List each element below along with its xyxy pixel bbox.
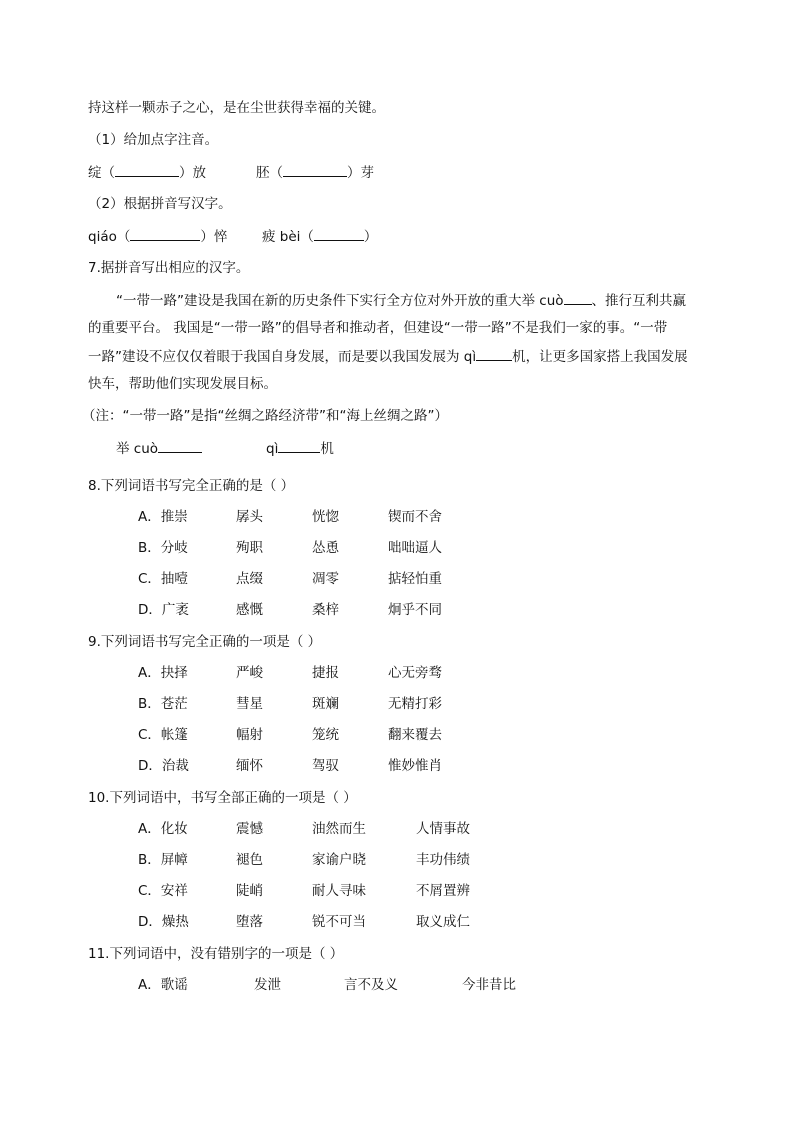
option-word: 咄咄逼人 (388, 540, 442, 556)
item-prefix: 胚（ (256, 165, 283, 181)
answer-blank[interactable] (283, 162, 347, 177)
paragraph-line (116, 290, 686, 311)
item-prefix: 绽（ (88, 165, 115, 181)
option-word: 缅怀 (236, 758, 263, 774)
option-label: D．治裁 (138, 758, 189, 774)
option-label: B．分岐 (138, 540, 188, 556)
option-word: 震憾 (236, 821, 263, 837)
option-word: 驾驭 (312, 758, 339, 774)
option-label: B．屏幛 (138, 852, 188, 868)
option-word: 丰功伟绩 (416, 852, 470, 868)
option-word: 无精打彩 (388, 696, 442, 712)
pinyin-item-2 (256, 162, 374, 183)
text-span: 举 cuò (116, 441, 159, 457)
paragraph-line: 快车，帮助他们实现发展目标。 (88, 376, 277, 392)
option-word: 发泄 (254, 977, 281, 993)
option-label: C．帐篷 (138, 727, 188, 743)
answer-blank[interactable] (115, 162, 179, 177)
answer-blank[interactable] (130, 226, 200, 241)
option-word: 点缀 (236, 571, 263, 587)
question-stem: 10.下列词语中，书写全部正确的一项是（ ） (88, 790, 357, 806)
option-label: A．化妆 (138, 821, 188, 837)
option-word: 惟妙惟肖 (388, 758, 442, 774)
option-word: 孱头 (236, 509, 263, 525)
note-line: （注：“一带一路”是指“丝绸之路经济带”和“海上丝绸之路”） (82, 408, 448, 424)
text-span: “一带一路”建设是我国在新的历史条件下实行全方位对外开放的重大举 cuò (116, 293, 564, 309)
item-suffix: ）放 (179, 165, 206, 181)
answer-blank[interactable] (278, 438, 320, 453)
option-word: 恍惚 (312, 509, 339, 525)
option-word: 今非昔比 (462, 977, 516, 993)
option-word: 桑梓 (312, 602, 339, 618)
option-word: 殉职 (236, 540, 263, 556)
option-word: 油然而生 (312, 821, 366, 837)
answer-blank[interactable] (564, 290, 592, 305)
option-word: 捷报 (312, 665, 339, 681)
option-label: D．广袤 (138, 602, 189, 618)
option-label: A．推崇 (138, 509, 188, 525)
option-word: 心无旁骛 (388, 665, 442, 681)
option-word: 不屑置辨 (416, 883, 470, 899)
text-span: qì (266, 441, 279, 457)
answer-blank[interactable] (314, 226, 364, 241)
option-word: 言不及义 (344, 977, 398, 993)
sub-question-1: （1）给加点字注音。 (88, 132, 219, 148)
option-word: 炯乎不同 (388, 602, 442, 618)
option-word: 锐不可当 (312, 914, 366, 930)
option-word: 凋零 (312, 571, 339, 587)
pinyin-item-1 (88, 162, 206, 183)
question-7-title: 7.据拼音写出相应的汉字。 (88, 260, 250, 276)
option-word: 取义成仁 (416, 914, 470, 930)
answer-blank[interactable] (158, 438, 202, 453)
item-prefix: qiáo（ (88, 229, 131, 245)
paragraph-line: 持这样一颗赤子之心，是在尘世获得幸福的关键。 (88, 100, 385, 116)
text-span: 一路”建设不应仅仅着眼于我国自身发展，而是要以我国发展为 qì (88, 349, 477, 365)
option-word: 人情事故 (416, 821, 470, 837)
option-word: 陡峭 (236, 883, 263, 899)
hanzi-item-2 (262, 226, 377, 247)
option-label: D．燥热 (138, 914, 189, 930)
question-stem: 11.下列词语中，没有错别字的一项是（ ） (88, 946, 344, 962)
option-word: 彗星 (236, 696, 263, 712)
option-word: 堕落 (236, 914, 263, 930)
question-stem: 8.下列词语书写完全正确的是（ ） (88, 478, 295, 494)
option-word: 耐人寻味 (312, 883, 366, 899)
item-prefix: 疲 bèi（ (262, 229, 314, 245)
item-suffix: ）芽 (347, 165, 374, 181)
paragraph-line: 的重要平台。 我国是“一带一路”的倡导者和推动者，但建设“一带一路”不是我们一家的事。“一带 (88, 320, 668, 336)
text-span: 机 (320, 441, 334, 457)
option-word: 褪色 (236, 852, 263, 868)
option-word: 严峻 (236, 665, 263, 681)
text-span: 、推行互利共赢 (591, 293, 687, 309)
answer-blank[interactable] (476, 346, 512, 361)
paragraph-line (88, 346, 688, 367)
option-word: 翻来覆去 (388, 727, 442, 743)
question-stem: 9.下列词语书写完全正确的一项是（ ） (88, 634, 322, 650)
answer-item-2 (266, 438, 334, 459)
option-word: 感慨 (236, 602, 263, 618)
sub-question-2: （2）根据拼音写汉字。 (88, 196, 232, 212)
option-word: 幅射 (236, 727, 263, 743)
option-word: 笼统 (312, 727, 339, 743)
item-suffix: ） (363, 229, 378, 245)
option-label: C．安祥 (138, 883, 188, 899)
hanzi-item-1 (88, 226, 227, 247)
item-suffix: ）悴 (200, 229, 228, 245)
option-word: 家谕户晓 (312, 852, 366, 868)
option-word: 斑斓 (312, 696, 339, 712)
option-label: B．苍茫 (138, 696, 188, 712)
option-label: C．抽噎 (138, 571, 188, 587)
option-label: A．歌谣 (138, 977, 188, 993)
option-word: 掂轻怕重 (388, 571, 442, 587)
option-label: A．抉择 (138, 665, 188, 681)
option-word: 锲而不舍 (388, 509, 442, 525)
answer-item-1 (116, 438, 202, 459)
option-word: 怂恿 (312, 540, 339, 556)
text-span: 机，让更多国家搭上我国发展 (512, 349, 688, 365)
